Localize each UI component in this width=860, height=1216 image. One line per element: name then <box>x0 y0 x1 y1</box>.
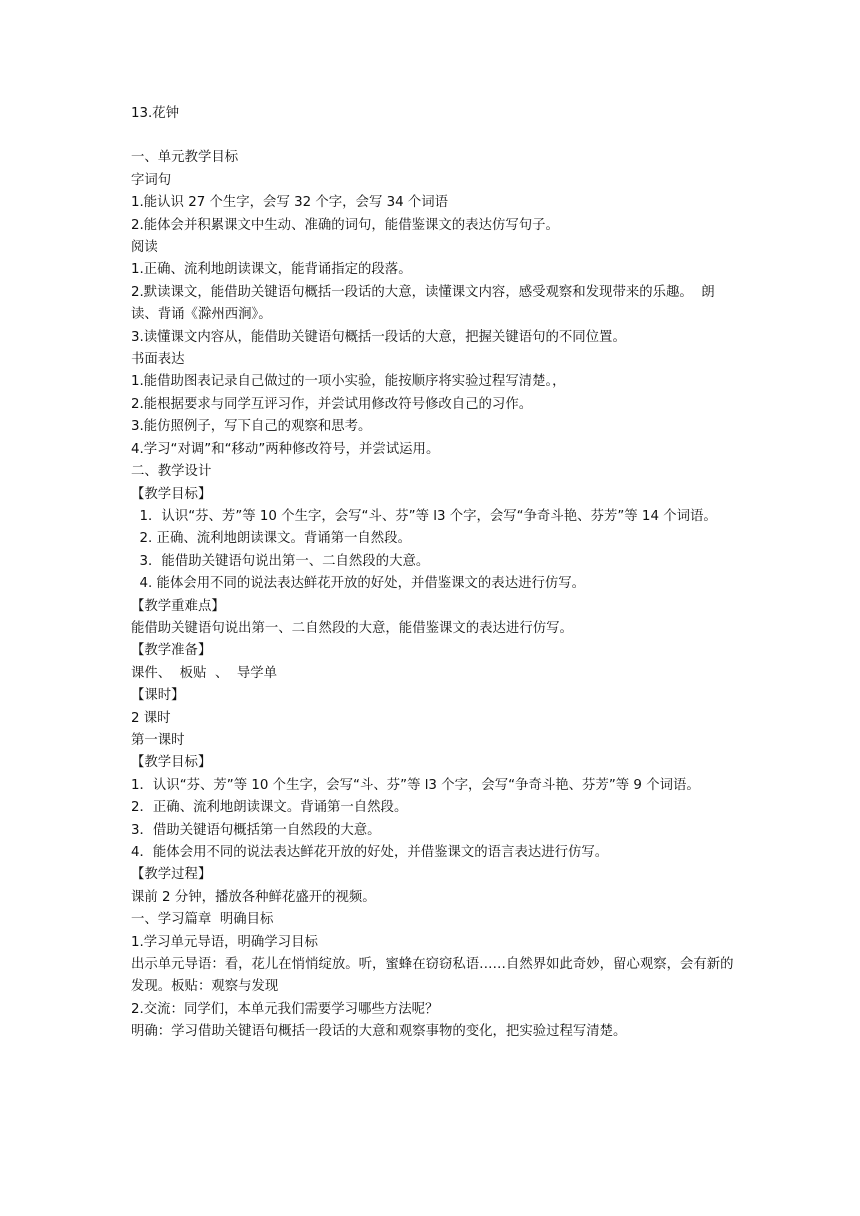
text-line: 3.读懂课文内容从，能借助关键语句概括一段话的大意，把握关键语句的不同位置。 <box>131 329 626 345</box>
text-line: 书面表达 <box>131 352 185 368</box>
text-line: 出示单元导语：看，花儿在悄悄绽放。听，蜜蜂在窃窃私语……自然界如此奇妙，留心观察，会有新的发现。板贴：观察与发现 <box>131 957 734 995</box>
blank-line <box>131 125 737 147</box>
text-line: 【教学准备】 <box>131 643 212 659</box>
text-line: 2.交流：同学们，本单元我们需要学习哪些方法呢？ <box>131 1001 439 1017</box>
text-line: 2.能根据要求与同学互评习作，并尝试用修改符号修改自己的习作。 <box>131 396 533 412</box>
text-line: 2．正确、流利地朗读课文。背诵第一自然段。 <box>131 800 408 816</box>
text-line: 能借助关键语句说出第一、二自然段的大意，能借鉴课文的表达进行仿写。 <box>131 620 573 636</box>
text-line: 字词句 <box>131 172 172 188</box>
text-line: 明确：学习借助关键语句概括一段话的大意和观察事物的变化，把实验过程写清楚。 <box>131 1024 627 1040</box>
text-line: 4．能体会用不同的说法表达鲜花开放的好处，并借鉴课文的语言表达进行仿写。 <box>131 845 609 860</box>
text-line: 2 课时 <box>131 710 171 726</box>
text-line: 3．能借助关键语句说出第一、二自然段的大意。 <box>131 553 430 569</box>
text-line: 3．借助关键语句概括第一自然段的大意。 <box>131 822 381 838</box>
document-text <box>131 147 737 1043</box>
text-line: 2.能体会并积累课文中生动、准确的词句，能借鉴课文的表达仿写句子。 <box>131 217 559 233</box>
text-line: 【教学过程】 <box>131 867 212 883</box>
text-line: 1.正确、流利地朗读课文，能背诵指定的段落。 <box>131 262 412 278</box>
text-line: 3.能仿照例子，写下自己的观察和思考。 <box>131 419 372 435</box>
document-title: 13.花钟 <box>131 106 180 121</box>
text-line: 课件、 板贴 、 导学单 <box>131 665 278 681</box>
text-line: 1.能借助图表记录自己做过的一项小实验，能按顺序将实验过程写清楚。， <box>131 374 566 390</box>
text-line: 【课时】 <box>131 688 185 704</box>
text-line: 一、学习篇章 明确目标 <box>131 912 274 928</box>
text-line: 第一课时 <box>131 732 185 748</box>
text-line: 【教学重难点】 <box>131 598 225 614</box>
text-line: 2.默读课文，能借助关键语句概括一段话的大意，读懂课文内容，感受观察和发现带来的乐趣。 朗读、背诵《滁州西涧》。 <box>131 284 715 323</box>
text-line: 4.学习“对调”和“移动”两种修改符号，并尝试运用。 <box>131 441 440 457</box>
text-line: 1．认识“芬、芳”等 10 个生字，会写“斗、芬”等 l3 个字，会写“争奇斗艳、芬芳”等 14 个词语。 <box>131 508 717 524</box>
text-line: 【教学目标】 <box>131 755 212 771</box>
text-line: 课前 2 分钟，播放各种鲜花盛开的视频。 <box>131 889 376 905</box>
text-line: 二、教学设计 <box>131 464 212 480</box>
text-line: 阅读 <box>131 240 158 256</box>
document-body <box>131 103 737 1044</box>
text-line: 2. 正确、流利地朗读课文。背诵第一自然段。 <box>131 531 411 547</box>
text-line: 1.学习单元导语，明确学习目标 <box>131 934 318 950</box>
text-line: 1.能认识 27 个生字，会写 32 个字，会写 34 个词语 <box>131 195 449 211</box>
text-line: 4. 能体会用不同的说法表达鲜花开放的好处，并借鉴课文的表达进行仿写。 <box>131 576 586 592</box>
text-line: 一、单元教学目标 <box>131 150 239 166</box>
text-line: 1．认识“芬、芳”等 10 个生字，会写“斗、芬”等 l3 个字，会写“争奇斗艳、芬芳”等 9 个词语。 <box>131 777 700 793</box>
text-line: 【教学目标】 <box>131 486 212 502</box>
